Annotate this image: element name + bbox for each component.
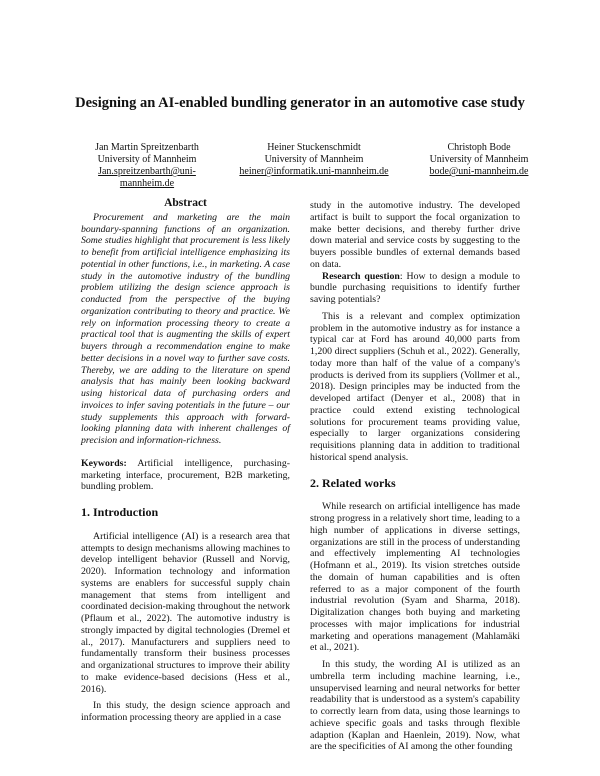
author-1 <box>72 142 222 190</box>
author-2 <box>239 142 389 178</box>
author-affiliation: University of Mannheim <box>264 154 364 165</box>
author-name: Heiner Stuckenschmidt <box>267 142 361 153</box>
paper-title: Designing an AI-enabled bundling generator in an automotive case study <box>75 95 525 111</box>
keywords-text: Artificial intelligence, purchasing-marketing interface, procurement, B2B marketing, bundling problem. <box>81 457 290 493</box>
abstract-text: Procurement and marketing are the main boundary-spanning functions of an organization. Some studies highlight that procurement is less likely to benefit from artificial intelligence emphasizing its potential in other functions, i.e., in marketing. A case study in the automotive industry of the bundling problem utilizing the design science approach is conducted from the perspective of the buying organization contributing to theory and practice. We rely on information processing theory to create a practical tool that is augmenting the skills of expert buyers through a recommendation engine to make better decisions in a novel way to further save costs. Thereby, we are adding to the literature on spend analysis that has mainly been looking backward using historical data of purchasing orders and invoices to infer saving potentials in the future – our study supplements this approach with forward-looking planning data with inherent challenges of precision and information-richness. <box>81 211 290 446</box>
author-affiliation: University of Mannheim <box>429 154 529 165</box>
left-column <box>81 198 290 724</box>
research-question-label: Research question <box>322 270 400 282</box>
related-paragraph-1: While research on artificial intelligence has made strong progress in a relatively short time, leading to a high number of applications in diverse settings, organizations are still in the process of understanding and effectively implementing AI technologies (Hofmann et al., 2019). Its vision stretches outside the domain of human capabilities and is often referred to as a major component of the fourth industrial revolution (Syam and Sharma, 2018). Digitalization changes both buying and marketing processes with major implications for industrial marketing and operations management (Mahlamäki et al., 2021). <box>310 501 520 654</box>
research-question-text: : How to design a module to bundle purchasing requisitions to identify further saving potentials? <box>310 270 520 305</box>
author-3 <box>404 142 554 178</box>
section-heading-introduction: 1. Introduction <box>81 505 159 519</box>
author-affiliation: University of Mannheim <box>97 154 197 165</box>
research-question <box>310 271 520 306</box>
intro-paragraph-2-continued: study in the automotive industry. The developed artifact is built to support the focal organization to make better decisions, and thereby further drive down material and service costs by suggesting to the buyers possible bundles of external demands based on data. <box>310 200 520 270</box>
author-name: Jan Martin Spreitzenbarth <box>95 142 199 153</box>
section-heading-related-works: 2. Related works <box>310 475 396 490</box>
intro-paragraph-1: Artificial intelligence (AI) is a research area that attempts to design mechanisms allowing machines to develop intelligent behavior (Russell and Norvig, 2020). Information technology and information systems are enablers for successful supply chain management that stems from intelligent and coordinated decision-making throughout the network (Pflaum et al., 2022). The automotive industry is strongly impacted by digital technologies (Dremel et al., 2017). Manufacturers and suppliers need to fundamentally transform their business processes and organizational structures to improve their ability to make evidence-based decisions (Hess et al., 2016). <box>81 530 290 695</box>
related-paragraph-2: In this study, the wording AI is utilized as an umbrella term including machine learning, i.e., unsupervised learning and neural networks for better readability that is understood as a system's capability to correctly learn from data, using those learnings to achieve specific goals and tasks through flexible adaption (Kaplan and Haenlein, 2019). Now, what are the specificities of AI among the other founding <box>310 659 520 753</box>
author-name: Christoph Bode <box>447 142 511 153</box>
abstract-heading: Abstract <box>164 197 207 209</box>
keywords <box>81 458 290 493</box>
author-email-link[interactable]: bode@uni-mannheim.de <box>429 166 529 177</box>
keywords-label: Keywords: <box>81 457 127 469</box>
author-email-link[interactable]: heiner@informatik.uni-mannheim.de <box>239 166 389 177</box>
intro-paragraph-3: This is a relevant and complex optimization problem in the automotive industry as for instance a typical car at Ford has around 40,000 parts from 1,200 direct suppliers (Schuh et al., 2022). Generally, today more than half of the value of a company's products is derived from its suppliers (Vollmer et al., 2018). Design principles may be inducted from the developed artifact (Denyer et al., 2008) that in practice could extend existing technological solutions for procurement teams providing value, especially to larger organizations considering requisitions planning data in addition to traditional historical spend analysis. <box>310 310 520 463</box>
right-column <box>310 200 520 753</box>
author-email-link[interactable]: Jan.spreitzenbarth@uni-mannheim.de <box>98 166 196 189</box>
intro-paragraph-2: In this study, the design science approach and information processing theory are applied in a case <box>81 700 290 723</box>
